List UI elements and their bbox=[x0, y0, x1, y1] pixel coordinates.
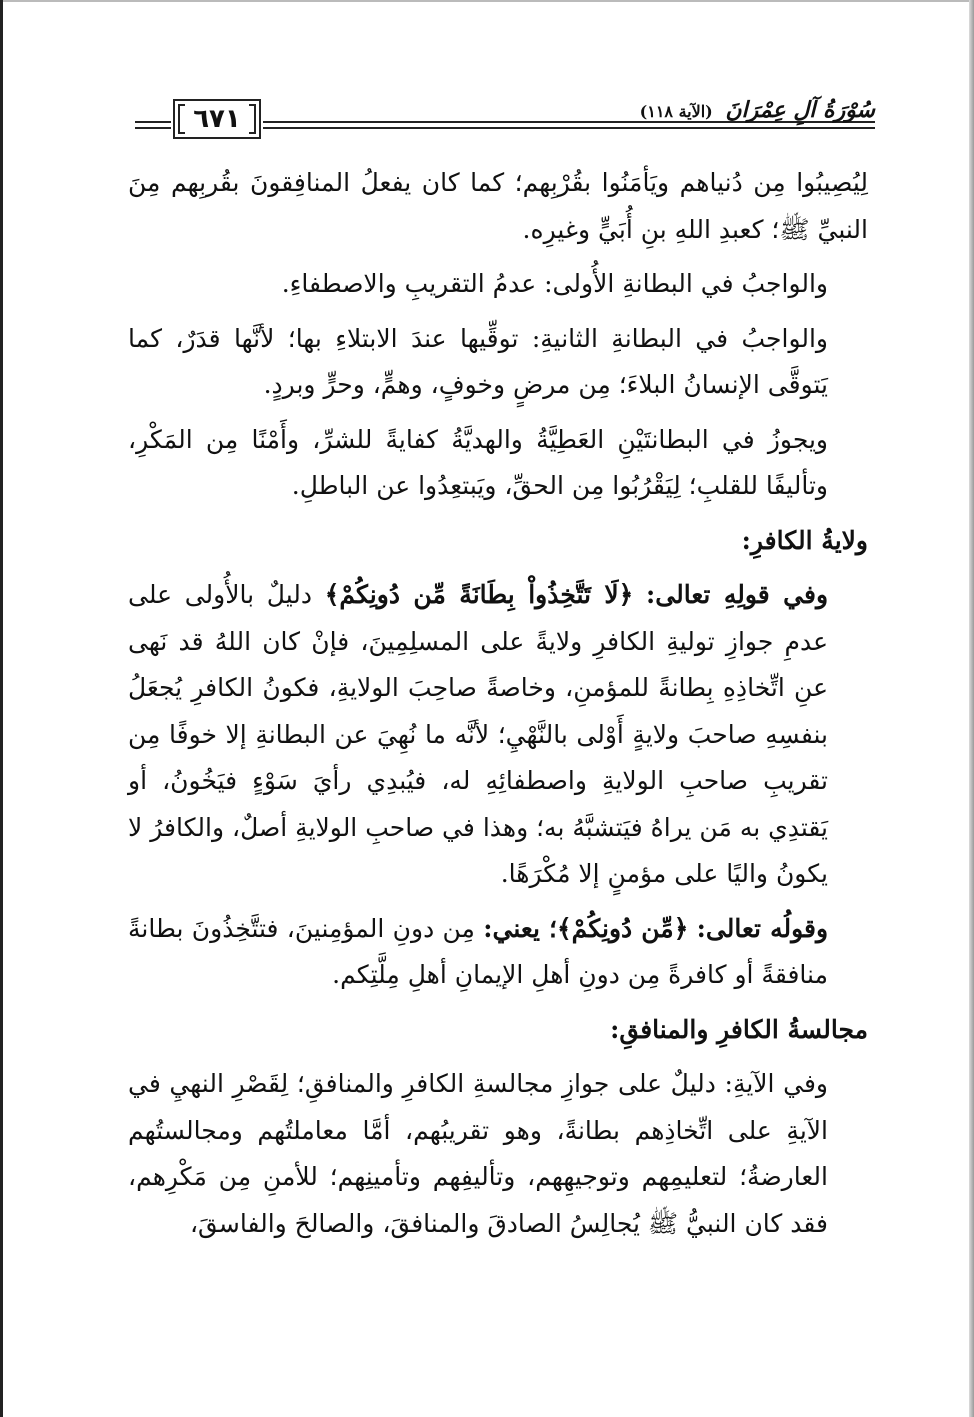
scan-edge-left bbox=[0, 0, 3, 1417]
scan-edge-top bbox=[0, 0, 974, 2]
paragraph-3: والواجبُ في البطانةِ الثانيةِ: توقِّيها عندَ الابتلاءِ بها؛ لأنَّها قدَرٌ، كما يَتوقَّى الإنسانُ البلاءَ؛ مِن مرضٍ وخوفٍ، وهمٍّ، وحرٍّ وبردٍ. bbox=[128, 323, 828, 399]
running-title bbox=[640, 97, 875, 123]
verse-quote: ﴿لَا تَتَّخِذُواْ بِطَانَةً مِّن دُونِكُمْ﴾ bbox=[324, 580, 634, 609]
verse-intro: وفي قولِهِ تعالى: bbox=[646, 580, 829, 609]
sura-title: سُوْرَةُ آلِ عِمْرَانَ bbox=[725, 97, 875, 123]
meaning-marker: ؛ يعني: bbox=[483, 913, 557, 943]
paragraph-6 bbox=[128, 906, 868, 999]
header-rule-left-2 bbox=[135, 127, 171, 129]
paragraph-5-text: دليلٌ بالأُولى على عدمِ جوازِ توليةِ الكافرِ ولايةً على المسلِمِينَ، فإنْ كان اللهُ قد نَهى عنِ اتِّخاذِهِ بِطانةً للمؤمنِ، وخاصةً صاحِبَ الولايةِ، فكونُ الكافرِ يُجعَلُ بنفسِهِ صاحبَ ولايةٍ أَوْلى بالنَّهْيِ؛ لأنَّه ما نُهِيَ عن البطانةِ إلا خوفًا مِن تقريبِ صاحبِ الولايةِ واصطفائِهِ له، فيُبدِي رأيَ سَوْءٍ فيَخُونُ، أو يَقتدِي به مَن يراهُ فيَتشبَّهُ به؛ وهذا في صاحبِ الولايةِ أصلٌ، والكافرُ لا يكونُ واليًا على مؤمنٍ إلا مُكْرَهًا. bbox=[128, 580, 828, 888]
paragraph-7: وفي الآيةِ: دليلٌ على جوازِ مجالسةِ الكافرِ والمنافقِ؛ لِقَصْرِ النهيِ في الآيةِ على اتِّخاذِهم بطانةً، وهو تقريبُهم، أمَّا معاملتُهم ومجالستُهم العارضةُ؛ لتعليمِهم وتوجيهِهم، وتأليفِهم وتأمينِهم؛ للأمنِ مِن مَكْرِهم، فقد كان النبيُّ ﷺ يُجالِسُ الصادقَ والمنافقَ، والصالحَ والفاسقَ، bbox=[128, 1069, 828, 1238]
paragraph-4: ويجوزُ في البطانتَيْنِ العَطِيَّةُ والهديَّةُ كفايةً للشرِّ، وأَمْنًا مِن المَكْرِ، وتأليفًا للقلبِ؛ لِيَقْرُبُوا مِن الحقِّ، ويَبتعِدُوا عن الباطلِ. bbox=[128, 424, 828, 500]
aya-reference: (الآية ١١٨) bbox=[639, 102, 713, 121]
section-heading-mujalasa: مجالسةُ الكافرِ والمنافقِ: bbox=[610, 1014, 868, 1044]
page-number: ٦٧١ bbox=[173, 99, 261, 139]
paragraph-1: لِيُصِيبُوا مِن دُنياهم ويَأمَنُوا بقُرْبِهم؛ كما كان يفعلُ المنافِقونَ بقُربِهم مِنَ النبيِّ ﷺ؛ كعبدِ اللهِ بنِ أُبَيٍّ وغيرِه. bbox=[128, 168, 868, 244]
page-body bbox=[128, 160, 868, 1247]
verse-intro-2: وقولُه تعالى: bbox=[696, 913, 829, 943]
paragraph-5 bbox=[128, 572, 868, 898]
header-rule-right-2 bbox=[263, 127, 875, 129]
paragraph-6-text: مِن دونِ المؤمِنينَ، فتتَّخِذُونَ بطانةً منافقةً أو كافرةً مِن دونِ أهلِ الإيمانِ أهلِ مِلَّتِكم. bbox=[128, 913, 828, 989]
header-rule-left bbox=[135, 121, 171, 123]
verse-quote-2: ﴿مِّن دُونِكُمْ﴾ bbox=[556, 913, 689, 943]
scan-edge-right bbox=[969, 0, 974, 1417]
paragraph-2: والواجبُ في البطانةِ الأُولى: عدمُ التقريبِ والاصطفاءِ. bbox=[281, 269, 828, 298]
page-header bbox=[135, 95, 875, 145]
section-heading-kafir-wilaya: ولايةُ الكافرِ: bbox=[741, 525, 868, 555]
